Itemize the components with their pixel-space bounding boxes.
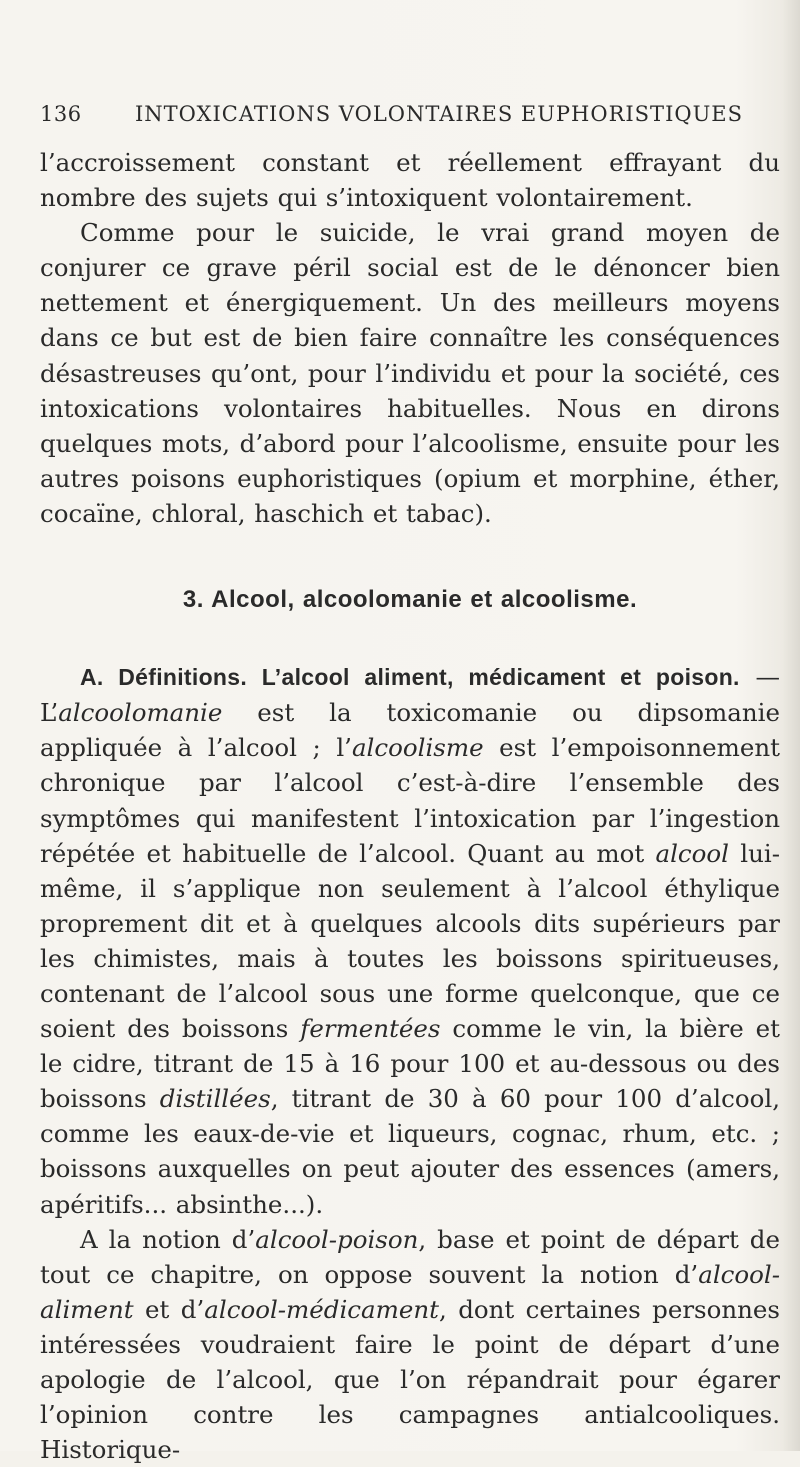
- subheading-definitions: A. Définitions. L’alcool aliment, médicament et poison.: [80, 664, 740, 691]
- text: comme le vin, la bière et le cidre, titrant de 15 à 16 pour 100 et au-dessous ou des boissons: [40, 1014, 781, 1114]
- text: A la notion d’: [80, 1224, 256, 1254]
- paragraph-suicide-comparison: Comme pour le suicide, le vrai grand moyen de conjurer ce grave péril social est de le dénoncer bien nettement et énergiquement. Un des meilleurs moyens dans ce but est de bien faire connaître les conséquences désastreuses qu’ont, pour l’individu et pour la société, ces intoxications volontaires habituelles. Nous en dirons quelques mots, d’abord pour l’alcoolisme, ensuite pour les autres poisons euphoristiques (opium et morphine, éther, cocaïne, chloral, haschich et tabac).: [40, 218, 780, 528]
- em-dash: —: [739, 662, 780, 692]
- section-heading: 3. Alcool, alcoolomanie et alcoolisme.: [182, 586, 638, 614]
- term-alcool: alcool: [655, 838, 729, 868]
- paragraph-continuation: l’accroissement constant et réellement effrayant du nombre des sujets qui s’intoxiquent volontairement.: [40, 148, 780, 213]
- page-header: [40, 102, 776, 132]
- page-number: 136: [40, 102, 82, 126]
- term-alcoolomanie: alcoolomanie: [58, 698, 223, 728]
- term-fermentees: fermentées: [300, 1014, 441, 1044]
- text: et d’: [133, 1294, 205, 1324]
- page-body: [40, 145, 780, 1467]
- term-alcool-poison: alcool-poison: [255, 1224, 419, 1254]
- text: , base et point de départ de tout ce chapitre, on oppose souvent la notion d’: [40, 1224, 780, 1289]
- text: L’: [40, 698, 59, 728]
- text: lui-même, il s’applique non seulement à l’alcool éthylique proprement dit et à quelques alcools dits supérieurs par les chimistes, mais à toutes les boissons spiritueuses, contenant de l’alcool sous une forme quelconque, que ce soient des boissons: [40, 838, 780, 1044]
- text: , dont certaines personnes intéressées voudraient faire le point de départ d’une apologie de l’alcool, que l’on répandrait pour égarer l’opinion contre les campagnes antialcooliques. Historique-: [40, 1294, 780, 1465]
- running-head: INTOXICATIONS VOLONTAIRES EUPHORISTIQUES: [135, 102, 743, 126]
- term-alcool-medicament: alcool-médicament: [204, 1294, 439, 1324]
- term-distillees: distillées: [159, 1084, 271, 1114]
- page-edge-shadow: [782, 0, 800, 1451]
- text: est l’empoisonnement chronique par l’alcool c’est-à-dire l’ensemble des symptômes qui manifestent l’intoxication par l’ingestion répétée et habituelle de l’alcool. Quant au mot: [40, 733, 780, 868]
- term-alcoolisme: alcoolisme: [351, 733, 484, 763]
- paragraph-definitions: [40, 659, 780, 1222]
- text: est la toxicomanie ou dipsomanie appliquée à l’alcool ; l’: [40, 698, 780, 763]
- text: , titrant de 30 à 60 pour 100 d’alcool, comme les eaux-de-vie et liqueurs, cognac, rhum, etc. ; boissons auxquelles on peut ajouter des essences (amers, apéritifs... absinthe...).: [40, 1084, 780, 1219]
- term-alcool-aliment: alcool-aliment: [40, 1259, 780, 1324]
- paragraph-alcool-notions: [40, 1222, 780, 1467]
